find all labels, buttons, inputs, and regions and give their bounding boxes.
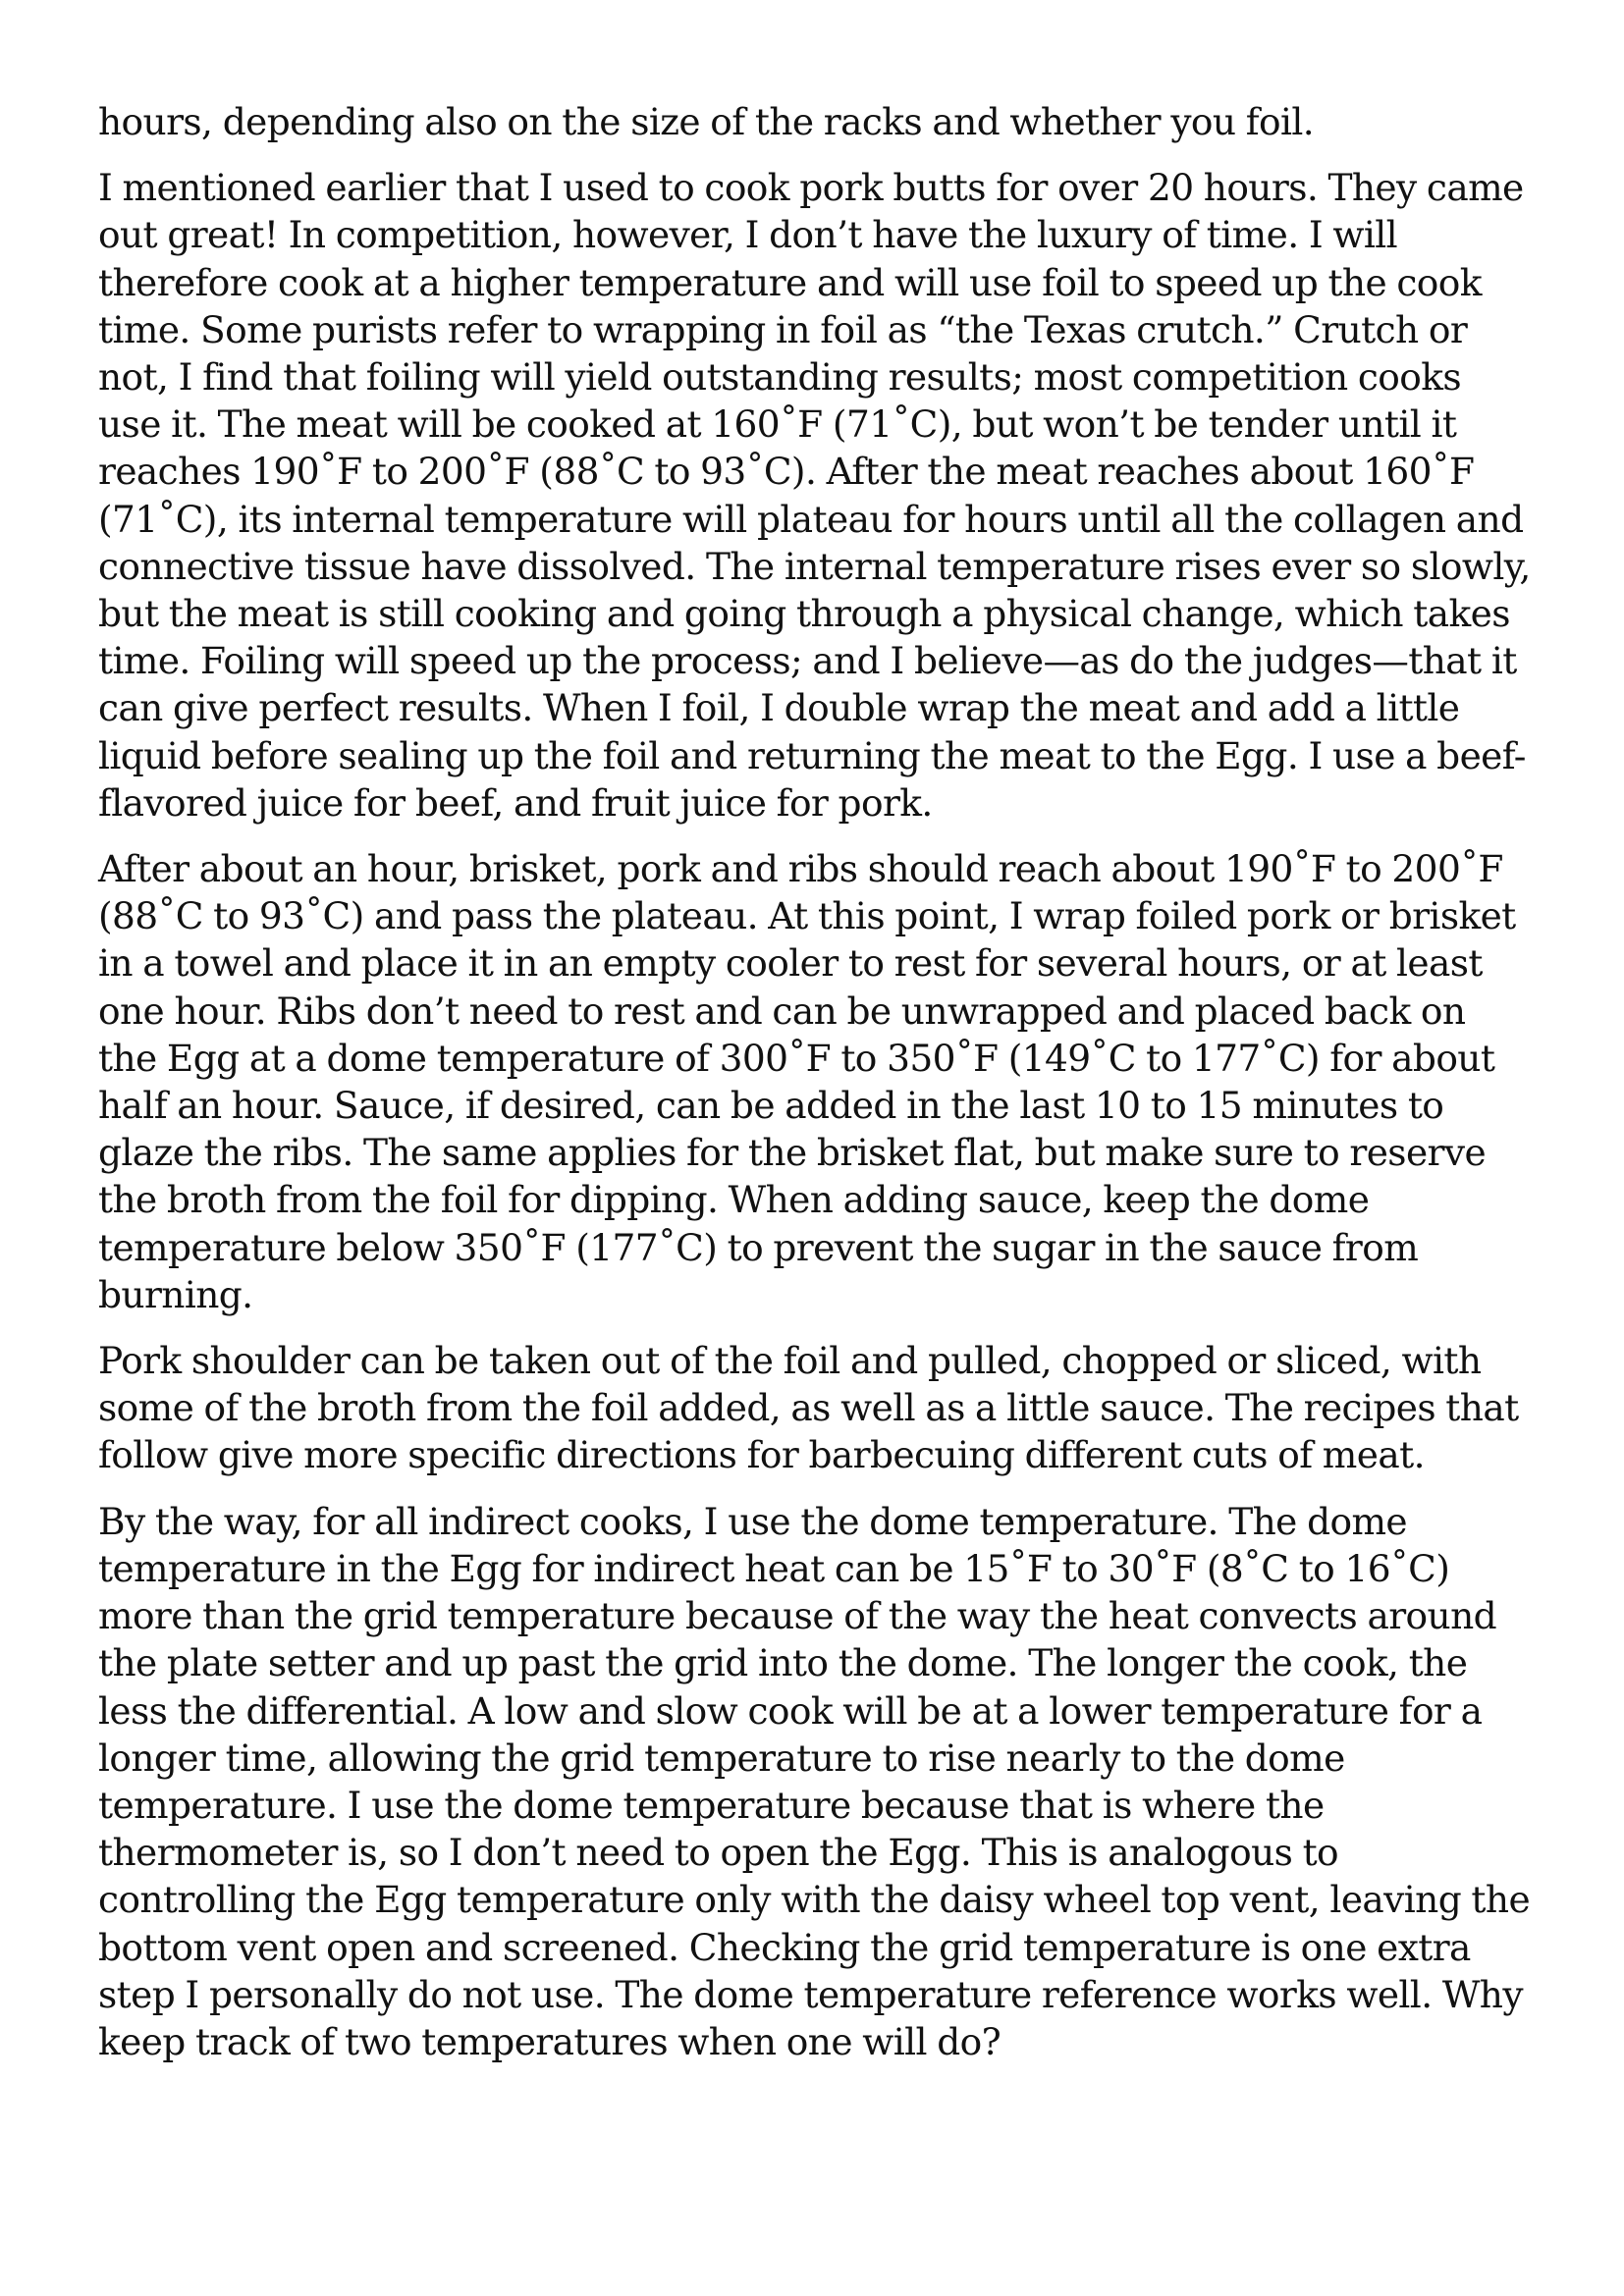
document-page <box>98 98 1532 2084</box>
paragraph-pork-shoulder: Pork shoulder can be taken out of the foil and pulled, chopped or sliced, with some of the broth from the foil added, as well as a little sauce. The recipes that follow give more specific directions for barbecuing different cuts of meat. <box>98 1339 1519 1477</box>
paragraph-continuation: hours, depending also on the size of the racks and whether you foil. <box>98 100 1315 143</box>
paragraph-foiling: I mentioned earlier that I used to cook pork butts for over 20 hours. They came out great! In competition, however, I don’t have the luxury of time. I will therefore cook at a higher temperature and will use foil to speed up the cook time. Some purists refer to wrapping in foil as “the Texas crutch.” Crutch or not, I find that foiling will yield outstanding results; most competition cooks use it. The meat will be cooked at 160˚F (71˚C), but won’t be tender until it reaches 190˚F to 200˚F (88˚C to 93˚C). After the meat reaches about 160˚F (71˚C), its internal temperature will plateau for hours until all the collagen and connective tissue have dissolved. The internal temperature rises ever so slowly, but the meat is still cooking and going through a physical change, which takes time. Foiling will speed up the process; and I believe—as do the judges—that it can give perfect results. When I foil, I double wrap the meat and add a little liquid before sealing up the foil and returning the meat to the Egg. I use a beef-flavored juice for beef, and fruit juice for pork. <box>98 166 1531 825</box>
paragraph-resting: After about an hour, brisket, pork and ribs should reach about 190˚F to 200˚F (88˚C to 93˚C) and pass the plateau. At this point, I wrap foiled pork or brisket in a towel and place it in an empty cooler to rest for several hours, or at least one hour. Ribs don’t need to rest and can be unwrapped and placed back on the Egg at a dome temperature of 300˚F to 350˚F (149˚C to 177˚C) for about half an hour. Sauce, if desired, can be added in the last 10 to 15 minutes to glaze the ribs. The same applies for the brisket flat, but make sure to reserve the broth from the foil for dipping. When adding sauce, keep the dome temperature below 350˚F (177˚C) to prevent the sugar in the sauce from burning. <box>98 847 1516 1316</box>
paragraph-dome-temperature: By the way, for all indirect cooks, I use the dome temperature. The dome temperature in the Egg for indirect heat can be 15˚F to 30˚F (8˚C to 16˚C) more than the grid temperature because of the way the heat convects around the plate setter and up past the grid into the dome. The longer the cook, the less the differential. A low and slow cook will be at a lower temperature for a longer time, allowing the grid temperature to rise nearly to the dome temperature. I use the dome temperature because that is where the thermometer is, so I don’t need to open the Egg. This is analogous to controlling the Egg temperature only with the daisy wheel top vent, leaving the bottom vent open and screened. Checking the grid temperature is one extra step I personally do not use. The dome temperature reference works well. Why keep track of two temperatures when one will do? <box>98 1499 1531 2063</box>
